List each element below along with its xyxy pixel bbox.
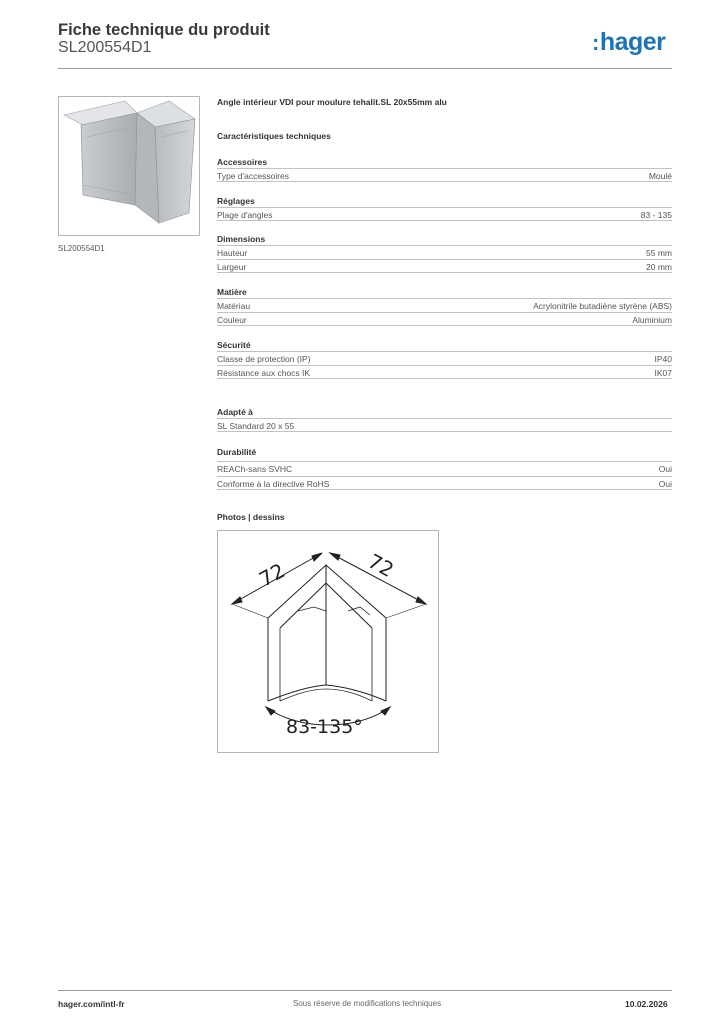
hager-logo — [592, 28, 665, 57]
dimension-label-right: 72 — [364, 548, 398, 582]
section-title-reglages: Réglages — [217, 196, 255, 206]
footer-website: hager.com/intl-fr — [58, 999, 125, 1009]
product-reference: SL200554D1 — [58, 39, 152, 56]
section-title-durabilite: Durabilité — [217, 447, 257, 457]
spec-value: Aluminium — [632, 315, 672, 325]
spec-value: IK07 — [654, 368, 672, 378]
spec-row — [217, 476, 672, 490]
dimension-label-left: 72 — [255, 558, 289, 592]
spec-value: 83 - 135 — [640, 210, 672, 220]
spec-label: Plage d'angles — [217, 210, 273, 220]
spec-value: IP40 — [654, 354, 672, 364]
spec-label: Type d'accessoires — [217, 171, 290, 181]
spec-label: Conforme à la directive RoHS — [217, 479, 330, 489]
product-image — [58, 96, 200, 236]
spec-label: Hauteur — [217, 248, 248, 258]
technical-drawing-svg — [218, 531, 438, 752]
technical-drawing — [217, 530, 439, 753]
spec-row — [217, 245, 672, 259]
spec-value: Oui — [658, 464, 672, 474]
characteristics-heading: Caractéristiques techniques — [217, 131, 331, 141]
section-title-dimensions: Dimensions — [217, 234, 266, 244]
spec-row — [217, 461, 672, 475]
section-title-matiere: Matière — [217, 287, 247, 297]
spec-label: Matériau — [217, 301, 251, 311]
product-subtitle: Angle intérieur VDI pour moulure tehalit.SL 20x55mm alu — [217, 97, 447, 107]
spec-label: Résistance aux chocs IK — [217, 368, 311, 378]
section-title-adapte: Adapté à — [217, 407, 253, 417]
spec-value: Acrylonitrile butadiène styrène (ABS) — [533, 301, 672, 311]
footer-disclaimer: Sous réserve de modifications techniques — [293, 999, 442, 1008]
header-divider — [58, 68, 672, 69]
spec-value: Moulé — [648, 171, 672, 181]
spec-row — [217, 365, 672, 379]
image-caption: SL200554D1 — [58, 244, 105, 253]
angle-label: 83-135° — [286, 716, 363, 738]
spec-label: Largeur — [217, 262, 247, 272]
product-image-drawing — [59, 97, 199, 235]
spec-row — [217, 298, 672, 312]
spec-row — [217, 351, 672, 365]
spec-label: REACh-sans SVHC — [217, 464, 293, 474]
footer-date: 10.02.2026 — [625, 999, 668, 1009]
page-title: Fiche technique du produit — [58, 21, 270, 39]
spec-row — [217, 312, 672, 326]
section-title-securite: Sécurité — [217, 340, 251, 350]
section-title-photos: Photos | dessins — [217, 512, 285, 522]
section-title-accessoires: Accessoires — [217, 157, 268, 167]
spec-row — [217, 418, 672, 432]
spec-row — [217, 207, 672, 221]
spec-label: Couleur — [217, 315, 247, 325]
spec-row — [217, 259, 672, 273]
spec-value: 55 mm — [646, 248, 672, 258]
footer-divider — [58, 990, 672, 991]
spec-row — [217, 168, 672, 182]
spec-value: Oui — [658, 479, 672, 489]
logo-prefix: : — [592, 30, 599, 55]
spec-label: Classe de protection (IP) — [217, 354, 311, 364]
spec-value: 20 mm — [646, 262, 672, 272]
logo-text: hager — [599, 28, 666, 56]
spec-label: SL Standard 20 x 55 — [217, 421, 295, 431]
